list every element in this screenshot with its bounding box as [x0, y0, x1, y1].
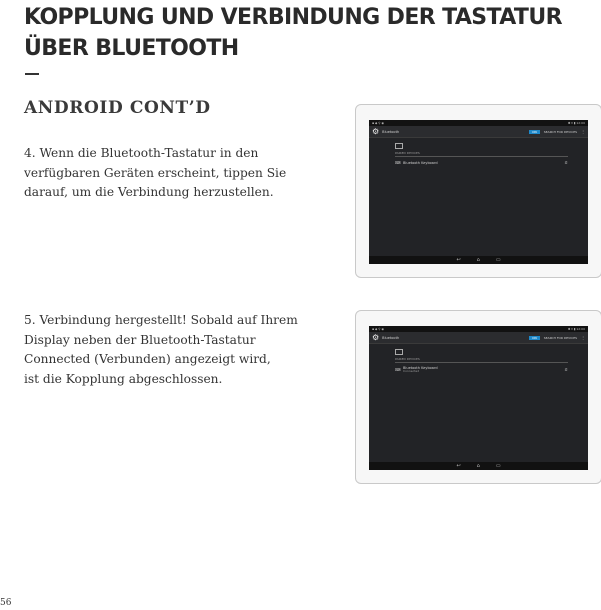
list-header: PAIRED DEVICES: [395, 357, 568, 363]
status-icons-right: ✱ ▾ ▮ 12:00: [567, 121, 585, 125]
home-icon[interactable]: ⌂: [476, 257, 480, 263]
overflow-menu-icon[interactable]: ⋮: [581, 335, 585, 340]
step-5-text: 5. Verbindung hergestellt! Sobald auf Ihrem Display neben der Bluetooth-Tastatur Connected (Verbunden) angezeigt wird, ist die Kopplung abgeschlossen.: [24, 313, 298, 386]
step-4-text: 4. Wenn die Bluetooth-Tastatur in den verfügbaren Geräten erscheint, tippen Sie darauf, um die Verbindung herzustellen.: [24, 146, 287, 199]
device-row[interactable]: [395, 160, 568, 165]
device-name: Bluetooth Keyboard: [403, 160, 438, 165]
recents-icon[interactable]: ▭: [495, 463, 501, 469]
nav-bar: [369, 256, 588, 264]
search-devices-button[interactable]: SEARCH FOR DEVICES: [543, 129, 577, 134]
device-settings-icon[interactable]: ⚟: [564, 367, 568, 373]
gear-icon: ⚙: [372, 126, 380, 136]
status-icons-right: ✱ ▾ ▮ 12:00: [567, 327, 585, 331]
tablet-screen: [369, 326, 588, 470]
device-list: [369, 138, 588, 165]
tablet-screen: [369, 120, 588, 264]
tablet-device-icon: [395, 349, 403, 355]
overflow-menu-icon[interactable]: ⋮: [581, 129, 585, 134]
bluetooth-toggle[interactable]: ON: [529, 130, 540, 134]
gear-icon: ⚙: [372, 332, 380, 342]
device-name: Bluetooth Keyboard: [403, 366, 438, 370]
app-title: Bluetooth: [382, 129, 400, 134]
app-title: Bluetooth: [382, 335, 400, 340]
device-status: Connected: [403, 369, 420, 373]
bluetooth-toggle[interactable]: ON: [529, 336, 540, 340]
keyboard-icon: ⌨: [395, 367, 401, 373]
tablet-device-icon: [395, 143, 403, 149]
title-divider: [25, 73, 39, 75]
home-icon[interactable]: ⌂: [476, 463, 480, 469]
search-devices-button[interactable]: SEARCH FOR DEVICES: [543, 335, 577, 340]
device-list: [369, 344, 588, 374]
tablet-screenshot-pairing: [355, 104, 601, 278]
recents-icon[interactable]: ▭: [495, 257, 501, 263]
section-heading: ANDROID CONT’D: [24, 98, 211, 118]
nav-bar: [369, 462, 588, 470]
back-icon[interactable]: ↩: [456, 463, 461, 469]
back-icon[interactable]: ↩: [456, 257, 461, 263]
action-bar: [369, 332, 588, 344]
status-icons-left: ▪ ◆ ⚲ ◉: [372, 327, 385, 331]
status-icons-left: ▪ ◆ ⚲ ◉: [372, 121, 385, 125]
page-title: KOPPLUNG UND VERBINDUNG DER TASTATUR ÜBER BLUETOOTH: [24, 5, 562, 61]
action-bar: [369, 126, 588, 138]
device-row[interactable]: [395, 366, 568, 374]
tablet-screenshot-connected: [355, 310, 601, 484]
page-number: 56: [0, 598, 12, 608]
device-settings-icon[interactable]: ⚟: [564, 160, 568, 165]
keyboard-icon: ⌨: [395, 160, 401, 165]
list-header: PAIRED DEVICES: [395, 151, 568, 157]
